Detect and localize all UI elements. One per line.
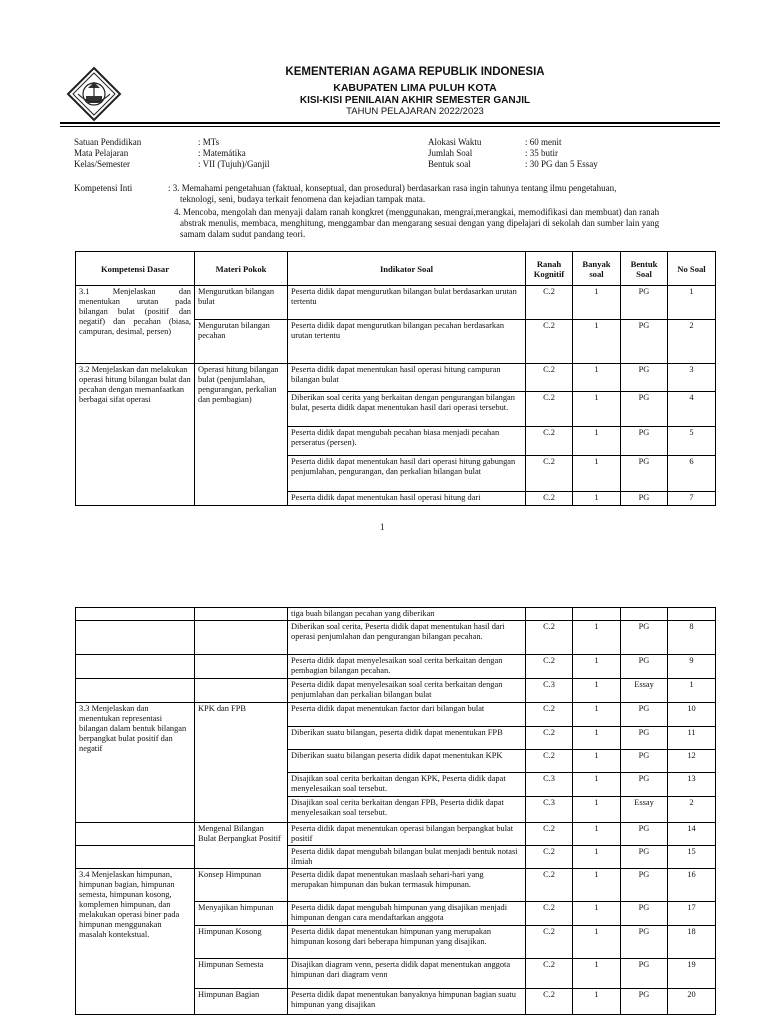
no-cell: 18 [668, 926, 716, 959]
ranah-cell: C.3 [526, 679, 573, 703]
ki-line-3: 4. Mencoba, mengolah dan menyaji dalam ranah kongkret (menggunakan, mengrai,merangkai, memodifikasi dan membuat) dan ranah [174, 207, 660, 217]
bentuk-cell: PG [621, 427, 668, 456]
header-regency: KABUPATEN LIMA PULUH KOTA [333, 82, 497, 94]
ki-line-5: samam dalam sudut pandang teori. [180, 229, 306, 239]
indikator-cell: Peserta didik dapat menentukan hasil operasi hitung campuran bilangan bulat [288, 364, 526, 392]
materi-cell: Himpunan Semesta [195, 959, 288, 989]
materi-cell: Menyajikan himpunan [195, 902, 288, 926]
no-cell: 11 [668, 727, 716, 750]
kemenag-logo [66, 66, 122, 122]
bentuk-cell: PG [621, 773, 668, 797]
ranah-cell: C.2 [526, 492, 573, 506]
banyak-cell: 1 [573, 286, 621, 320]
ranah-cell: C.2 [526, 655, 573, 679]
no-cell: 15 [668, 846, 716, 869]
bentuk-cell: PG [621, 655, 668, 679]
indikator-cell: tiga buah bilangan pecahan yang diberikan [288, 608, 526, 621]
table-row [76, 869, 716, 902]
ranah-cell: C.2 [526, 621, 573, 655]
indikator-cell: Peserta didik dapat mengurutkan bilangan pecahan berdasarkan urutan tertentu [288, 320, 526, 364]
indikator-cell: Peserta didik dapat menentukan operasi bilangan berpangkat bulat positif [288, 823, 526, 846]
indikator-cell: Peserta didik dapat mengubah himpunan yang disajikan menjadi himpunan dengan cara mendaftarkan anggota [288, 902, 526, 926]
header-rule-thin [60, 126, 720, 127]
materi-cell: Mengenal Bilangan Bulat Berpangkat Positif [195, 823, 288, 869]
ranah-cell: C.2 [526, 926, 573, 959]
ranah-cell: C.2 [526, 959, 573, 989]
indikator-cell: Diberikan soal cerita, Peserta didik dapat menentukan hasil dari operasi penjumlahan dan pengurangan bilangan pecahan. [288, 621, 526, 655]
table-row [76, 703, 716, 727]
table-row [76, 608, 716, 621]
no-cell: 1 [668, 679, 716, 703]
indikator-cell: Peserta didik dapat menentukan banyaknya himpunan bagian suatu himpunan yang disajikan [288, 989, 526, 1015]
no-cell: 7 [668, 492, 716, 506]
ki-label: Kompetensi Inti [74, 183, 133, 193]
header-doc-title: KISI-KISI PENILAIAN AKHIR SEMESTER GANJIL [299, 95, 531, 106]
bentuk-cell: Essay [621, 797, 668, 823]
table-row [76, 823, 716, 846]
banyak-cell: 1 [573, 773, 621, 797]
indikator-cell: Peserta didik dapat menyelesaikan soal cerita berkaitan dengan penjumlahan dan perkalian bilangan bulat [288, 679, 526, 703]
no-cell: 13 [668, 773, 716, 797]
bentuk-cell: PG [621, 320, 668, 364]
kd-cell: 3.3 Menjelaskan dan menentukan representasi bilangan dalam bentuk bilangan berpangkat bulat positif dan negatif [76, 703, 195, 823]
banyak-cell: 1 [573, 750, 621, 773]
ki-line-4: abstrak menulis, membaca, menghitung, menggambar dan mengarang sesuai dengan yang dipelajari di sekolah dan sumber lain yang [180, 218, 660, 228]
no-cell: 17 [668, 902, 716, 926]
ki-line-1: : 3. Memahami pengetahuan (faktual, konseptual, dan prosedural) berdasarkan rasa ingin tahunya tentang ilmu pengetahuan, [168, 183, 617, 193]
bentuk-cell: PG [621, 846, 668, 869]
bentuk-cell: Essay [621, 679, 668, 703]
banyak-cell: 1 [573, 492, 621, 506]
ki-line-2: teknologi, seni, budaya terkait fenomena dan kejadian tampak mata. [180, 194, 426, 204]
bentuk-cell: PG [621, 456, 668, 492]
ranah-cell: C.2 [526, 427, 573, 456]
indikator-cell: Diberikan soal cerita yang berkaitan dengan pengurangan bilangan bulat, peserta didik dapat menentukan hasil dari operasi tersebut. [288, 392, 526, 427]
banyak-cell: 1 [573, 364, 621, 392]
info-left-values: : MTs : Matemátika : VII (Tujuh)/Ganjil [198, 137, 270, 169]
ranah-cell: C.2 [526, 703, 573, 727]
col-header-bentuk: Bentuk Soal [621, 252, 668, 286]
info-left-labels: Satuan Pendidikan Mata Pelajaran Kelas/Semester [74, 137, 142, 169]
header-year: TAHUN PELAJARAN 2022/2023 [346, 106, 484, 117]
no-cell: 14 [668, 823, 716, 846]
page-number: 1 [380, 522, 385, 532]
indikator-cell: Peserta didik dapat menentukan hasil dari operasi hitung gabungan penjumlahan, pengurangan, dan perkalian bilangan bulat [288, 456, 526, 492]
ranah-cell: C.2 [526, 989, 573, 1015]
ranah-cell: C.2 [526, 320, 573, 364]
bentuk-cell: PG [621, 823, 668, 846]
banyak-cell: 1 [573, 989, 621, 1015]
ranah-cell: C.2 [526, 823, 573, 846]
indikator-cell: Peserta didik dapat mengurutkan bilangan bulat berdasarkan urutan tertentu [288, 286, 526, 320]
indikator-cell: Diberikan suatu bilangan, peserta didik dapat menentukan FPB [288, 727, 526, 750]
banyak-cell: 1 [573, 456, 621, 492]
banyak-cell: 1 [573, 427, 621, 456]
banyak-cell: 1 [573, 823, 621, 846]
no-cell: 16 [668, 869, 716, 902]
col-header-kd: Kompetensi Dasar [76, 252, 195, 286]
ranah-cell: C.2 [526, 727, 573, 750]
bentuk-cell: PG [621, 621, 668, 655]
bentuk-cell: PG [621, 492, 668, 506]
indikator-cell: Peserta didik dapat mengubah bilangan bulat menjadi bentuk notasi ilmiah [288, 846, 526, 869]
ranah-cell: C.2 [526, 869, 573, 902]
banyak-cell: 1 [573, 703, 621, 727]
col-header-no: No Soal [668, 252, 716, 286]
header-ministry: KEMENTERIAN AGAMA REPUBLIK INDONESIA [285, 66, 545, 78]
indikator-cell: Peserta didik dapat mengubah pecahan biasa menjadi pecahan perseratus (persen). [288, 427, 526, 456]
no-cell: 19 [668, 959, 716, 989]
banyak-cell: 1 [573, 320, 621, 364]
table-row [76, 364, 716, 392]
kd-cell: 3.4 Menjelaskan himpunan, himpunan bagian, himpunan semesta, himpunan kosong, komplemen himpunan, dan melakukan operasi biner pada himpunan menggunakan masalah kontekstual. [76, 869, 195, 1015]
materi-cell: KPK dan FPB [195, 703, 288, 823]
indikator-cell: Disajikan soal cerita berkaitan dengan KPK, Peserta didik dapat menyelesaikan soal tersebut. [288, 773, 526, 797]
col-header-banyak: Banyak soal [573, 252, 621, 286]
col-header-indikator: Indikator Soal [288, 252, 526, 286]
no-cell: 6 [668, 456, 716, 492]
header-rule [60, 122, 720, 124]
banyak-cell: 1 [573, 655, 621, 679]
no-cell: 9 [668, 655, 716, 679]
indikator-cell: Peserta didik dapat menentukan himpunan yang merupakan himpunan kosong dari beberapa himpunan yang disajikan. [288, 926, 526, 959]
table-row [76, 621, 716, 655]
banyak-cell: 1 [573, 797, 621, 823]
info-right-values: : 60 menit : 35 butir : 30 PG dan 5 Essay [525, 137, 598, 169]
ranah-cell: C.2 [526, 364, 573, 392]
banyak-cell: 1 [573, 727, 621, 750]
bentuk-cell: PG [621, 392, 668, 427]
table-row [76, 286, 716, 320]
bentuk-cell: PG [621, 286, 668, 320]
materi-cell: Mengurutkan bilangan bulat [195, 286, 288, 320]
banyak-cell: 1 [573, 959, 621, 989]
ranah-cell: C.2 [526, 456, 573, 492]
banyak-cell: 1 [573, 926, 621, 959]
banyak-cell: 1 [573, 392, 621, 427]
indikator-cell: Diberikan suatu bilangan peserta didik dapat menentukan KPK [288, 750, 526, 773]
bentuk-cell: PG [621, 727, 668, 750]
bentuk-cell: PG [621, 926, 668, 959]
ranah-cell: C.2 [526, 392, 573, 427]
no-cell: 2 [668, 797, 716, 823]
banyak-cell: 1 [573, 679, 621, 703]
indikator-cell: Peserta didik dapat menentukan maslaah sehari-hari yang merupakan himpunan dan bukan termasuk himpunan. [288, 869, 526, 902]
bentuk-cell: PG [621, 959, 668, 989]
ranah-cell: C.2 [526, 286, 573, 320]
indikator-cell: Disajikan soal cerita berkaitan dengan FPB, Peserta didik dapat menyelesaikan soal tersebut. [288, 797, 526, 823]
bentuk-cell: PG [621, 703, 668, 727]
bentuk-cell: PG [621, 989, 668, 1015]
col-header-ranah: Ranah Kognitif [526, 252, 573, 286]
no-cell: 5 [668, 427, 716, 456]
materi-cell: Mengurutan bilangan pecahan [195, 320, 288, 364]
no-cell: 3 [668, 364, 716, 392]
info-right-labels: Alokasi Waktu Jumlah Soal Bentuk soal [428, 137, 482, 169]
no-cell: 8 [668, 621, 716, 655]
banyak-cell: 1 [573, 846, 621, 869]
kisi-table-page-2 [75, 607, 716, 1015]
ranah-cell: C.2 [526, 846, 573, 869]
no-cell: 2 [668, 320, 716, 364]
indikator-cell: Disajikan diagram venn, peserta didik dapat menentukan anggota himpunan dari diagram venn [288, 959, 526, 989]
indikator-cell: Peserta didik dapat menyelesaikan soal cerita berkaitan dengan pembagian bilangan pecahan. [288, 655, 526, 679]
bentuk-cell: PG [621, 869, 668, 902]
ranah-cell: C.2 [526, 902, 573, 926]
kisi-table-page-1 [75, 251, 716, 506]
no-cell: 12 [668, 750, 716, 773]
indikator-cell: Peserta didik dapat menentukan hasil operasi hitung dari [288, 492, 526, 506]
table-row [76, 679, 716, 703]
bentuk-cell: PG [621, 750, 668, 773]
no-cell: 4 [668, 392, 716, 427]
kd-cell: 3.1 Menjelaskan dan menentukan urutan pada bilangan bulat (positif dan negatif) dan pecahan (biasa, campuran, desimal, persen) [76, 286, 195, 364]
indikator-cell: Peserta didik dapat menentukan factor dari bilangan bulat [288, 703, 526, 727]
table-row [76, 655, 716, 679]
ranah-cell: C.2 [526, 750, 573, 773]
bentuk-cell: PG [621, 364, 668, 392]
no-cell: 20 [668, 989, 716, 1015]
no-cell: 1 [668, 286, 716, 320]
no-cell: 10 [668, 703, 716, 727]
materi-cell: Operasi hitung bilangan bulat (penjumlahan, pengurangan, perkalian dan pembagian) [195, 364, 288, 506]
banyak-cell: 1 [573, 902, 621, 926]
ranah-cell: C.3 [526, 773, 573, 797]
col-header-materi: Materi Pokok [195, 252, 288, 286]
bentuk-cell: PG [621, 902, 668, 926]
materi-cell: Himpunan Bagian [195, 989, 288, 1015]
materi-cell: Konsep Himpunan [195, 869, 288, 902]
banyak-cell: 1 [573, 621, 621, 655]
banyak-cell: 1 [573, 869, 621, 902]
ranah-cell: C.3 [526, 797, 573, 823]
kd-cell: 3.2 Menjelaskan dan melakukan operasi hitung bilangan bulat dan pecahan dengan memanfaatkan berbagai sifat operasi [76, 364, 195, 506]
table-row [76, 846, 716, 869]
materi-cell: Himpunan Kosong [195, 926, 288, 959]
